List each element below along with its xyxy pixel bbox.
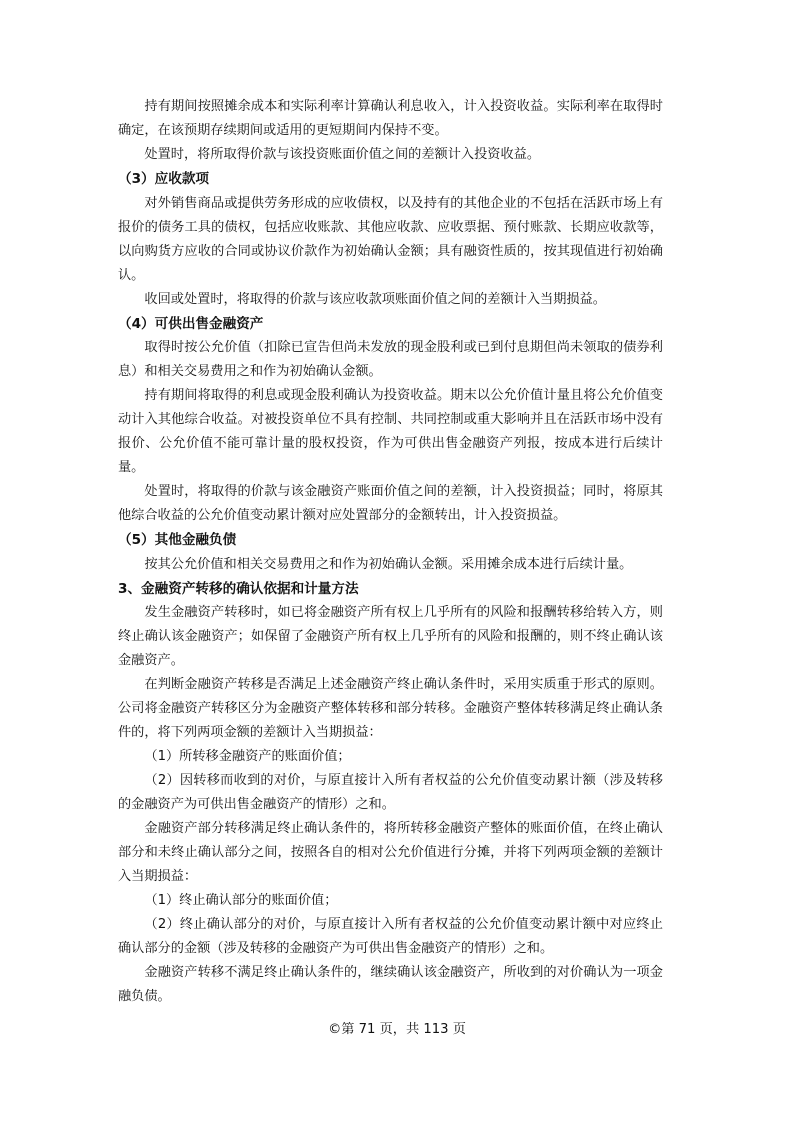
page-footer: ©第 71 页，共 113 页	[328, 1022, 466, 1037]
paragraph: 持有期间将取得的利息或现金股利确认为投资收益。期末以公允价值计量且将公允价值变动计入其他综合收益。对被投资单位不具有控制、共同控制或重大影响并且在活跃市场中没有报价、公允价值不能可靠计量的股权投资，作为可供出售金融资产列报，按成本进行后续计量。	[118, 388, 663, 475]
paragraph: 取得时按公允价值（扣除已宣告但尚未发放的现金股利或已到付息期但尚未领取的债券利息）和相关交易费用之和作为初始确认金额。	[118, 340, 663, 379]
section-heading: 3、金融资产转移的确认依据和计量方法	[118, 580, 359, 597]
paragraph: 对外销售商品或提供劳务形成的应收债权，以及持有的其他企业的不包括在活跃市场上有报价的债务工具的债权，包括应收账款、其他应收款、应收票据、预付账款、长期应收款等，以向购货方应收的合同或协议价款作为初始确认金额；具有融资性质的，按其现值进行初始确认。	[118, 195, 663, 283]
section-heading: （3）应收款项	[118, 171, 210, 187]
list-item: （1）所转移金融资产的账面价值；	[144, 749, 351, 764]
paragraph: 金融资产转移不满足终止确认条件的，继续确认该金融资产，所收到的对价确认为一项金融负债。	[118, 965, 663, 1004]
paragraph: 发生金融资产转移时，如已将金融资产所有权上几乎所有的风险和报酬转移给转入方，则终止确认该金融资产；如保留了金融资产所有权上几乎所有的风险和报酬的，则不终止确认该金融资产。	[118, 605, 663, 668]
section-heading: （5）其他金融负债	[118, 532, 237, 548]
document-body	[118, 95, 663, 1009]
list-item: （2）因转移而收到的对价，与原直接计入所有者权益的公允价值变动累计额（涉及转移的金融资产为可供出售金融资产的情形）之和。	[118, 773, 663, 812]
paragraph: 处置时，将取得的价款与该金融资产账面价值之间的差额，计入投资损益；同时，将原其他综合收益的公允价值变动累计额对应处置部分的金额转出，计入投资损益。	[118, 484, 663, 523]
paragraph: 按其公允价值和相关交易费用之和作为初始确认金额。采用摊余成本进行后续计量。	[144, 556, 633, 572]
section-heading: （4）可供出售金融资产	[118, 315, 264, 332]
paragraph: 收回或处置时，将取得的价款与该应收款项账面价值之间的差额计入当期损益。	[144, 291, 606, 307]
list-item: （2）终止确认部分的对价，与原直接计入所有者权益的公允价值变动累计额中对应终止确认部分的金额（涉及转移的金融资产为可供出售金融资产的情形）之和。	[118, 917, 663, 956]
list-item: （1）终止确认部分的账面价值；	[144, 893, 338, 908]
paragraph: 金融资产部分转移满足终止确认条件的，将所转移金融资产整体的账面价值，在终止确认部分和未终止确认部分之间，按照各自的相对公允价值进行分摊，并将下列两项金额的差额计入当期损益：	[118, 821, 663, 884]
paragraph: 持有期间按照摊余成本和实际利率计算确认利息收入，计入投资收益。实际利率在取得时确定，在该预期存续期间或适用的更短期间内保持不变。	[118, 99, 663, 138]
paragraph: 在判断金融资产转移是否满足上述金融资产终止确认条件时，采用实质重于形式的原则。公司将金融资产转移区分为金融资产整体转移和部分转移。金融资产整体转移满足终止确认条件的，将下列两项金额的差额计入当期损益：	[118, 677, 663, 740]
paragraph: 处置时，将所取得价款与该投资账面价值之间的差额计入投资收益。	[144, 147, 541, 162]
